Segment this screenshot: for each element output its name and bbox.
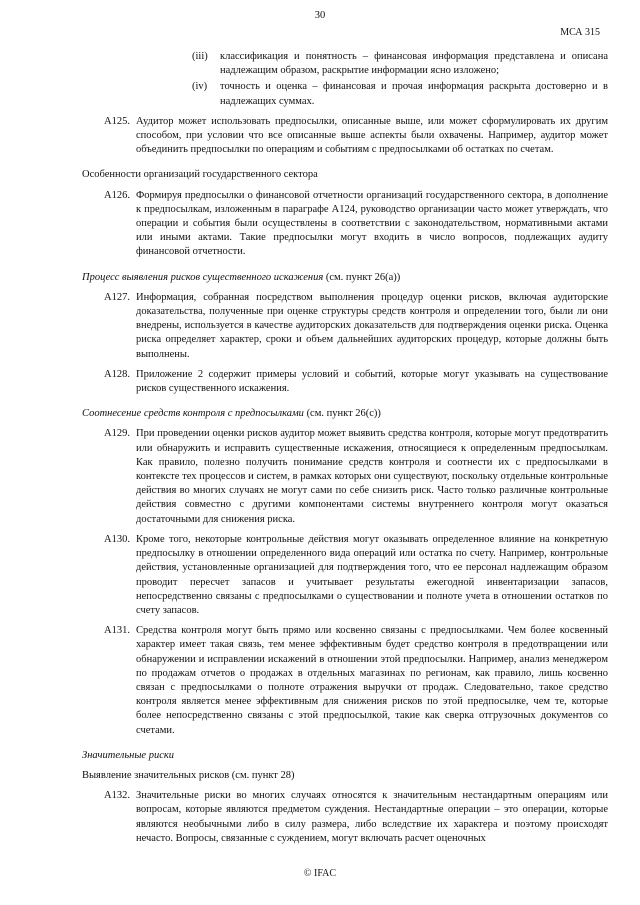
paragraph-number: A130. xyxy=(104,533,130,545)
paragraph-number: A131. xyxy=(104,625,130,637)
paragraph-a127 xyxy=(104,291,608,362)
document-code: МСА 315 xyxy=(560,27,600,38)
document-body xyxy=(82,50,608,846)
section-heading-controls-relation xyxy=(82,407,608,421)
paragraph-text: Значительные риски во многих случаях относятся к значительным нестандартным операциям или вопросам, которые являются предметом суждения. Нестандартные операции – это операции, которые являются необычными либо в силу размера, либо вследствие их характера и поэтому происходят нечасто. Вопросы, связанные с суждением, могут включать расчет оценочных xyxy=(136,790,608,844)
paragraph-text: Аудитор может использовать предпосылки, описанные выше, или может сформулировать их другим способом, при условии что все описанные выше аспекты были охвачены. Например, аудитор может объединить предпосылки по операциям и событиям с предпосылками об остатках по счетам. xyxy=(136,115,608,156)
paragraph-a132 xyxy=(104,789,608,846)
paragraph-number: A125. xyxy=(104,115,130,127)
paragraph-a131 xyxy=(104,624,608,738)
section-subheading-identify: Выявление значительных рисков (см. пункт 28) xyxy=(82,769,295,781)
heading-italic: Процесс выявления рисков существенного искажения xyxy=(82,271,324,283)
section-heading-public-sector: Особенности организаций государственного сектора xyxy=(82,169,318,181)
list-item-label: (iv) xyxy=(192,81,208,93)
list-item xyxy=(192,50,608,78)
paragraph-number: A132. xyxy=(104,790,130,802)
section-heading-risk-process xyxy=(82,271,608,285)
paragraph-a129 xyxy=(104,427,608,526)
paragraph-number: A128. xyxy=(104,368,130,380)
heading-reference: (см. пункт 26(с)) xyxy=(303,408,381,420)
list-item-text: классификация и понятность – финансовая информация представлена и описана надлежащим образом, раскрытие информации ясно изложено; xyxy=(220,51,608,77)
page-number: 30 xyxy=(314,10,326,21)
paragraph-a125 xyxy=(104,115,608,158)
paragraph-text: Приложение 2 содержит примеры условий и событий, которые могут указывать на существование рисков существенного искажения. xyxy=(136,368,608,395)
paragraph-a126 xyxy=(104,189,608,260)
paragraph-text: Информация, собранная посредством выполнения процедур оценки рисков, включая аудиторские доказательства, полученные при оценке структуры средств контроля и определении того, были ли они внедрены, используется в качестве аудиторских доказательств для подтверждения оценки риска. Оценка риска определяет характер, сроки и объем дальнейших аудиторских процедур, которые должны быть выполнены. xyxy=(136,291,608,360)
list-item-label: (iii) xyxy=(192,51,208,62)
list-item xyxy=(192,80,608,108)
paragraph-text: При проведении оценки рисков аудитор может выявить средства контроля, которые могут предотвратить или обнаружить и исправить существенные искажения, относящиеся к определенным предпосылкам. Как правило, полезно получить понимание средств контроля и соотнести их с предпосылками в контексте тех процессов и систем, в рамках которых они существуют, поскольку отдельные контрольные действия во многих случаях не могут сами по себе снизить риск. Часто только различные контрольные действия совместно с другими компонентами системы внутреннего контроля могут оказаться достаточными для снижения риска. xyxy=(136,428,608,525)
paragraph-number: A126. xyxy=(104,189,130,201)
paragraph-a128 xyxy=(104,368,608,396)
paragraph-number: A127. xyxy=(104,291,130,303)
heading-italic: Соотнесение средств контроля с предпосылками xyxy=(82,408,304,420)
paragraph-text: Кроме того, некоторые контрольные действия могут оказывать определенное влияние на конкретную предпосылку в отношении определенного вида операций или остатка по счету. Например, контрольные действия, установленные организацией для подтверждения того, что ее персонал надлежащим образом проводит пересчет запасов и учитывает результаты ежегодной инвентаризации запасов, непосредственно связаны с предпосылками о существовании и полноте учета в отношении остатков по счету запасов. xyxy=(136,533,608,616)
section-heading-significant-risks xyxy=(82,749,608,763)
paragraph-text: Средства контроля могут быть прямо или косвенно связаны с предпосылками. Чем более косвенный характер имеет такая связь, тем менее эффективным будет средство контроля в предотвращении или обнаружении и исправлении искажений в отношении этой предпосылки. Например, анализ менеджером по продажам отчетов о продажах в отдельных магазинах по регионам, как правило, лишь косвенно связан с предпосылками о полноте отражения выручки от продаж. Следовательно, такое средство контроля является менее эффективным для снижения рисков по этой предпосылке, чем те, которые более непосредственно связаны с этой предпосылкой, такие как сверка отгрузочных документов со счетами. xyxy=(136,625,608,736)
list-item-text: точность и оценка – финансовая и прочая информация раскрыта достоверно и в надлежащих суммах. xyxy=(220,81,608,107)
footer-copyright: © IFAC xyxy=(303,868,337,879)
paragraph-a130 xyxy=(104,533,608,618)
heading-reference: (см. пункт 26(а)) xyxy=(323,271,401,283)
paragraph-text: Формируя предпосылки о финансовой отчетности организаций государственного сектора, в дополнение к предпосылкам, изложенным в параграфе А124, руководство организации часто может утверждать, что операции и события были осуществлены в соответствии с законодательством, нормативными актами или иными актами. Такие предпосылки могут входить в число вопросов, подлежащих аудиту финансовой отчетности. xyxy=(136,189,608,258)
heading-italic: Значительные риски xyxy=(82,749,175,761)
paragraph-number: A129. xyxy=(104,428,130,440)
